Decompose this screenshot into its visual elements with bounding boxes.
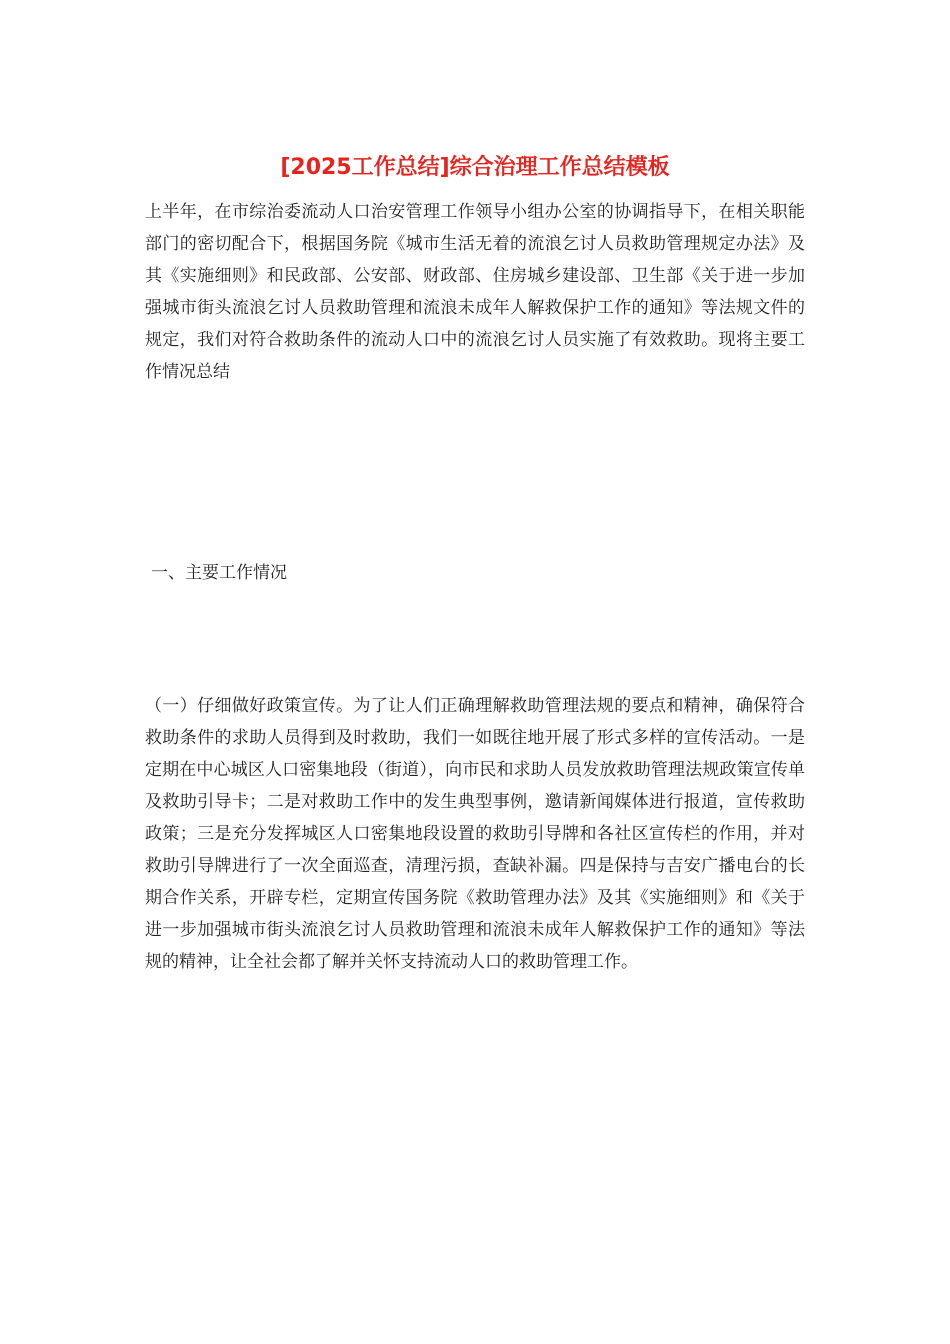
intro-paragraph: 上半年，在市综治委流动人口治安管理工作领导小组办公室的协调指导下，在相关职能部门的密切配合下，根据国务院《城市生活无着的流浪乞讨人员救助管理规定办法》及其《实施细则》和民政部、公安部、财政部、住房城乡建设部、卫生部《关于进一步加强城市街头流浪乞讨人员救助管理和流浪未成年人解救保护工作的通知》等法规文件的规定，我们对符合救助条件的流动人口中的流浪乞讨人员实施了有效救助。现将主要工作情况总结 <box>145 202 805 382</box>
section-heading: 一、主要工作情况 <box>151 563 287 583</box>
document-title: [2025工作总结]综合治理工作总结模板 <box>280 155 670 180</box>
section-1-paragraph: （一）仔细做好政策宣传。为了让人们正确理解救助管理法规的要点和精神，确保符合救助条件的求助人员得到及时救助，我们一如既往地开展了形式多样的宣传活动。一是定期在中心城区人口密集地段（街道），向市民和求助人员发放救助管理法规政策宣传单及救助引导卡；二是对救助工作中的发生典型事例，邀请新闻媒体进行报道，宣传救助政策；三是充分发挥城区人口密集地段设置的救助引导牌和各社区宣传栏的作用，并对救助引导牌进行了一次全面巡查，清理污损，查缺补漏。四是保持与吉安广播电台的长期合作关系，开辟专栏，定期宣传国务院《救助管理办法》及其《实施细则》和《关于进一步加强城市街头流浪乞讨人员救助管理和流浪未成年人解救保护工作的通知》等法规的精神，让全社会都了解并关怀支持流动人口的救助管理工作。 <box>145 696 805 972</box>
